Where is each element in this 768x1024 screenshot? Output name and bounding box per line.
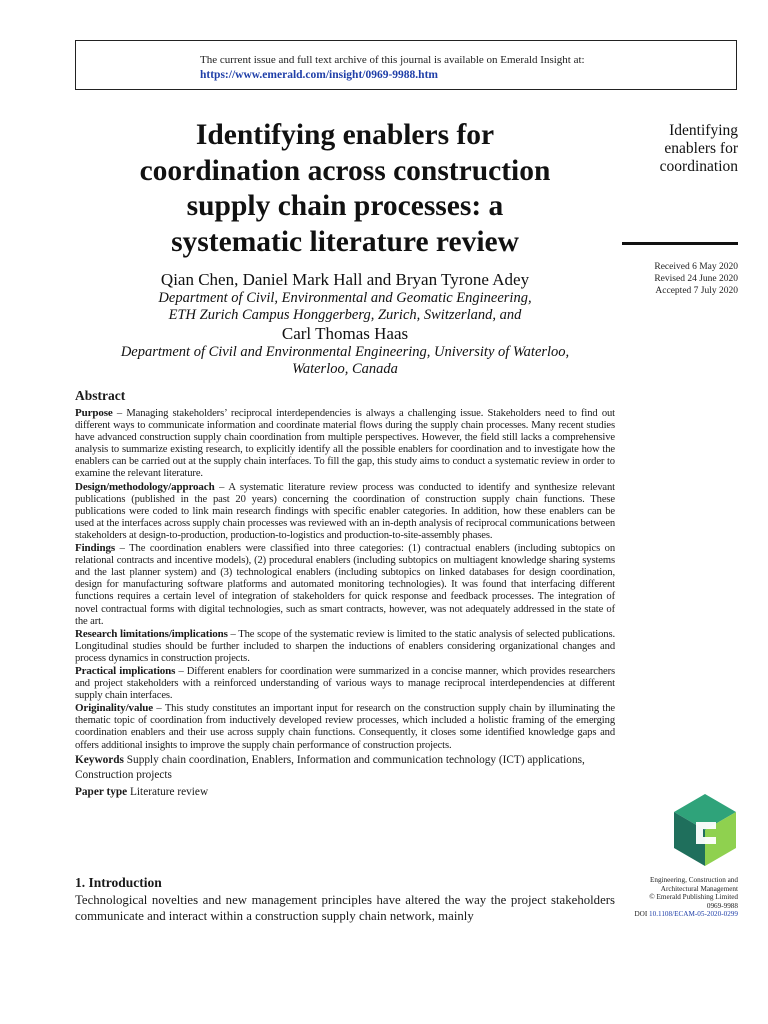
- paper-type-label: Paper type: [75, 785, 128, 798]
- affiliation-line: ETH Zurich Campus Honggerberg, Zurich, Switzerland, and: [168, 307, 522, 323]
- article-header: [75, 118, 615, 378]
- keywords-label: Keywords: [75, 753, 124, 766]
- running-title-line: coordination: [659, 158, 738, 175]
- intro-heading: 1. Introduction: [75, 875, 162, 890]
- author-block: [75, 270, 615, 378]
- abstract-originality: [75, 702, 615, 751]
- journal-info: [612, 876, 738, 919]
- paper-type: [75, 785, 615, 800]
- abstract-heading: Abstract: [75, 388, 126, 403]
- abstract-findings: [75, 542, 615, 628]
- section-label: Research limitations/implications: [75, 627, 228, 640]
- date-accepted: Accepted 7 July 2020: [655, 286, 738, 296]
- date-revised: Revised 24 June 2020: [654, 274, 738, 284]
- abstract: [75, 388, 615, 800]
- journal-notice-box: [75, 40, 737, 90]
- journal-logo-icon: [672, 792, 738, 868]
- date-received: Received 6 May 2020: [654, 262, 738, 272]
- title-line: supply chain processes: a: [186, 190, 504, 222]
- issn-line: 0969-9988: [706, 901, 738, 910]
- section-text: – The scope of the systematic review is limited to the static analysis of selected publications. Longitudinal studies should be further included to sharpen the inductions of enablers considering organizational changes and process dynamics in construction projects.: [75, 628, 615, 664]
- doi-label: DOI: [634, 910, 650, 919]
- title-line: Identifying enablers for: [195, 119, 495, 151]
- section-label: Practical implications: [75, 664, 176, 677]
- affiliation-line: Waterloo, Canada: [292, 361, 398, 377]
- section-label: Originality/value: [75, 702, 154, 715]
- abstract-limitations: [75, 628, 615, 665]
- abstract-purpose: [75, 407, 615, 481]
- introduction: [75, 875, 615, 924]
- author-names-1: Qian Chen, Daniel Mark Hall and Bryan Tyrone Adey: [160, 270, 530, 289]
- section-text: – Managing stakeholders’ reciprocal interdependencies is always a challenging issue. Stakeholders need to find out different ways to communicate information and coordinate material flows during the supply chain processes. Many recent studies have advanced construction supply chain coordination from multiple perspectives. However, the field still lacks a comprehensive analysis to summarize existing research, to explicitly identify all the possible enablers for coordination and to investigate how the enablers can be carried out at the supply chain interfaces. To fill the gap, this study aims to conduct a systematic review in order to examine the relevant literature.: [75, 408, 615, 480]
- running-title: [622, 122, 738, 176]
- section-label: Design/methodology/approach: [75, 480, 215, 493]
- section-label: Findings: [75, 542, 116, 555]
- keywords-text: Supply chain coordination, Enablers, Information and communication technology (ICT) applications, Construction projects: [75, 753, 585, 781]
- title-line: systematic literature review: [171, 225, 519, 258]
- submission-dates: [622, 261, 738, 297]
- section-label: Purpose: [75, 407, 113, 419]
- journal-archive-link[interactable]: https://www.emerald.com/insight/0969-9988.htm: [200, 69, 438, 81]
- intro-text: Technological novelties and new management principles have altered the way the project stakeholders communicate and interact within a construction supply chain network, mainly: [75, 893, 615, 923]
- sidebar-rule: [622, 242, 738, 245]
- running-title-line: enablers for: [664, 140, 738, 157]
- paper-type-text: Literature review: [127, 785, 209, 798]
- affiliation-line: Department of Civil, Environmental and Geomatic Engineering,: [158, 290, 532, 306]
- author-names-2: Carl Thomas Haas: [281, 324, 409, 343]
- abstract-practical: [75, 665, 615, 702]
- abstract-design: [75, 481, 615, 542]
- keywords: [75, 753, 615, 783]
- running-title-line: Identifying: [669, 122, 738, 139]
- publisher-line: © Emerald Publishing Limited: [649, 893, 738, 902]
- section-text: – The coordination enablers were classified into three categories: (1) contractual enablers (including subtopics on relational contracts and incentive models), (2) procedural enablers (including subtopics on multiagent knowledge sharing systems and the last planner system) and (3) technological enablers (including subtopics on linked databases for design coordination, design for manufacturing software platforms and automated monitoring technologies). It was found that interfacing different functions requires a certain level of integration of stakeholders for quick response and feedback processes. The integration of novel contractual forms with digital technologies, such as smart contracts, however, was not adequately addressed in the state of the art.: [75, 543, 615, 627]
- doi-line: [612, 910, 738, 919]
- notice-text: The current issue and full text archive of this journal is available on Emerald Insight at:: [200, 54, 585, 66]
- title-line: coordination across construction: [139, 154, 551, 187]
- affiliation-line: Department of Civil and Environmental Engineering, University of Waterloo,: [120, 344, 570, 360]
- section-text: – A systematic literature review process was conducted to identify and synthesize relevant publications (published in the past 20 years) concerning the coordination of construction supply chain functions. These publications were coded to link main research findings with specific enabler categories. In addition, how these enablers can be used at the interfaces across supply chain processes was reviewed with an in-depth analysis of reciprocal communications between stakeholders at design-to-production, production-to-logistics and production-to-site-assembly phases.: [75, 481, 615, 541]
- journal-name-line: Architectural Management: [660, 884, 738, 893]
- section-text: – Different enablers for coordination were summarized in a concise manner, which provides researchers and project stakeholders with a reinforced understanding of various ways to manage reciprocal interdependencies at different supply chain interfaces.: [75, 665, 615, 702]
- journal-name-line: Engineering, Construction and: [649, 876, 738, 884]
- article-title: [75, 118, 615, 260]
- doi-link[interactable]: 10.1108/ECAM-05-2020-0299: [649, 910, 738, 919]
- section-text: – This study constitutes an important input for research on the construction supply chain by illuminating the thematic topic of coordination from inductively developed review processes, which included a holistic framing of the emerging coordination enablers and their use across supply chain functions. Consequently, it closes some identified knowledge gaps and offers additional insights to improve the supply chain performance of construction projects.: [75, 703, 615, 751]
